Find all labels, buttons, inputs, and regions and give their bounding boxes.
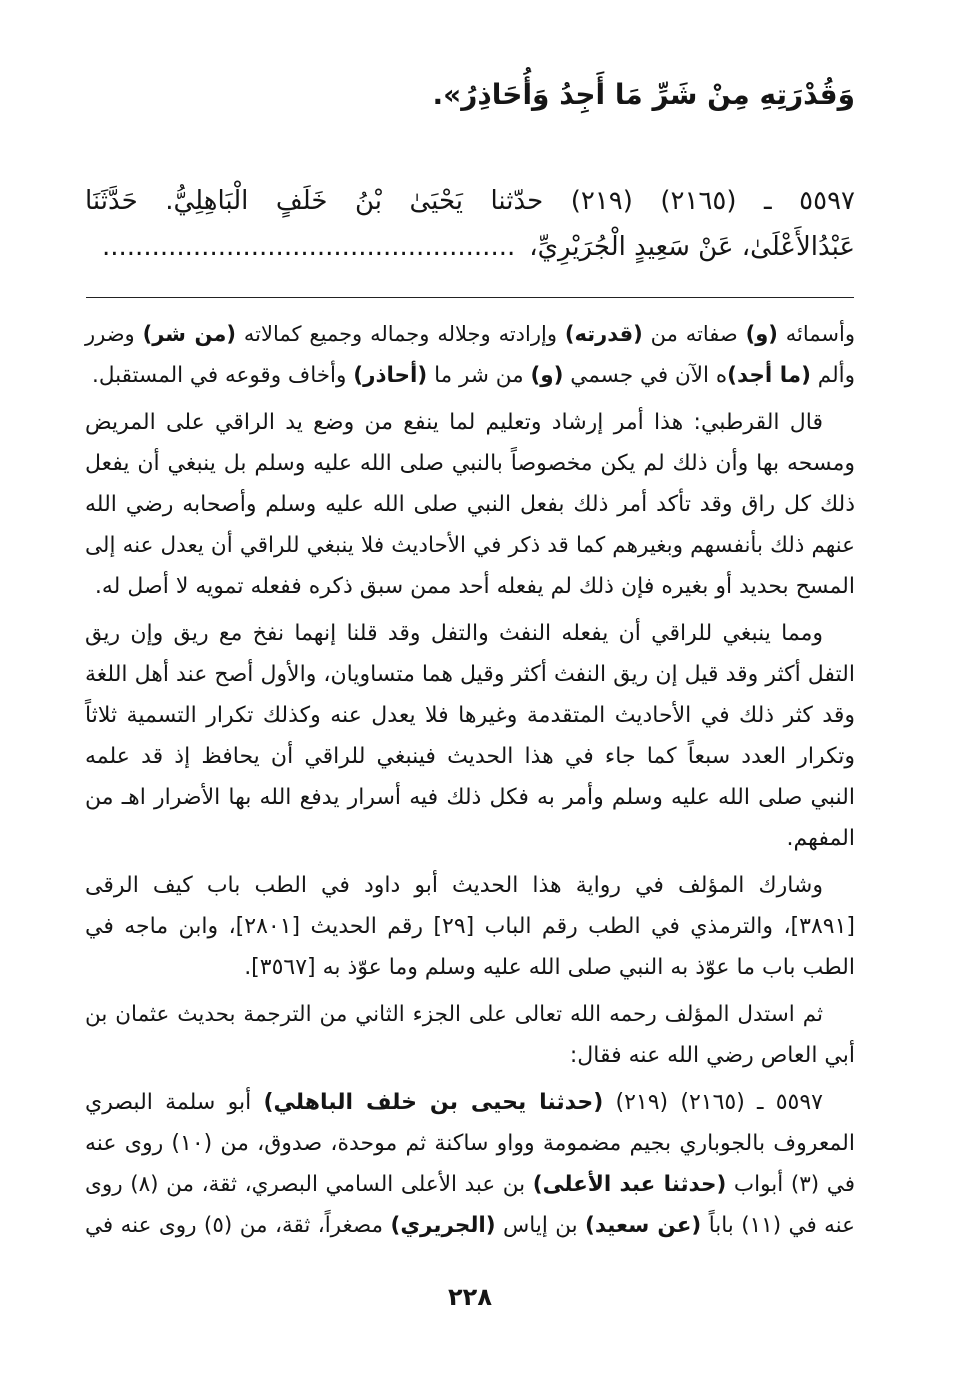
bold-term: (و): [745, 322, 778, 346]
text-run: أبو سلمة البصري: [85, 1090, 264, 1115]
text-run: في (٣) أبواب: [726, 1172, 855, 1197]
commentary: [85, 314, 855, 1246]
text-run: ومسحه بها وأن ذلك لم يكن مخصوصاً بالنبي صلى الله عليه وسلم بل ينبغي أن يفعل: [85, 451, 855, 476]
bold-term: (و): [530, 363, 564, 388]
text-run: صفاته من: [642, 322, 746, 346]
commentary-line: [85, 736, 855, 777]
commentary-paragraph: [85, 994, 855, 1076]
text-run: وشارك المؤلف في رواية هذا الحديث أبو داود في الطب باب كيف الرقى: [85, 873, 823, 898]
text-run: مصغراً، ثقة، من (٥) روى عنه في: [85, 1213, 391, 1238]
text-run: بن عبد الأعلى السامي البصري، ثقة، من (٨) روى: [85, 1172, 533, 1197]
text-run: وإرادته وجلاله وجماله وجميع كمالاته: [235, 322, 565, 346]
hadith-line-text: عَبْدُالأَعْلَىٰ، عَنْ سَعِيدٍ الْجُرَيْرِيِّ،: [529, 232, 855, 262]
text-run: وضرر: [85, 322, 143, 346]
commentary-line: [85, 484, 855, 525]
text-run: المعروف بالجوباري بجيم مضمومة وواو ساكنة ثم موحدة، صدوق، من (١٠) روى عنه: [85, 1131, 855, 1156]
page-number: ٢٢٨: [448, 1283, 492, 1311]
text-run: عنهم ذلك بأنفسهم وبغيرهم كما قد ذكر في الأحاديث فلا ينبغي للراقي أن يعدل عنه إلى: [85, 533, 855, 558]
text-run: وأسمائه: [777, 322, 856, 346]
text-run: وأخاف وقوعه في المستقبل.: [92, 363, 354, 388]
commentary-paragraph: [85, 314, 855, 396]
text-run: ومما ينبغي للراقي أن يفعله النفث والتفل وقد قلنا إنهما نفخ مع ريق وإن ريق: [85, 621, 823, 646]
commentary-line: [85, 865, 855, 906]
bold-term: (أحاذر): [353, 363, 428, 388]
bold-term: (من شر): [142, 322, 236, 346]
commentary-paragraph: [85, 865, 855, 988]
commentary-line: [85, 613, 855, 654]
commentary-line: [85, 1082, 855, 1123]
commentary-line: [85, 355, 855, 396]
commentary-line: [85, 1164, 855, 1205]
hadith-text: [85, 178, 855, 270]
commentary-line: [85, 1035, 855, 1076]
hadith-closing-line: وَقُدْرَتِهِ مِنْ شَرِّ مَا أَجِدُ وَأُحَاذِرُ».: [432, 78, 855, 111]
bold-term: (الجريري): [390, 1213, 496, 1238]
commentary-line: [85, 818, 855, 859]
text-run: بن إياس: [495, 1213, 586, 1238]
text-run: [٣٨٩١]، والترمذي في الطب رقم الباب [٢٩] رقم الحديث [٢٨٠١]، وابن ماجه في: [85, 914, 855, 939]
bold-term: (ما أجد): [727, 363, 811, 388]
commentary-line: [85, 994, 855, 1035]
commentary-line: [85, 654, 855, 695]
commentary-line: [85, 906, 855, 947]
bold-term: (قدرته): [564, 322, 643, 346]
bold-term: (عن سعيد): [585, 1213, 702, 1238]
text-run: وقد كثر ذلك في الأحاديث المتقدمة وغيرها فلا يعدل عنه وكذلك تكرار التسمية ثلاثاً: [85, 703, 855, 728]
text-run: الطب باب ما عوّذ به النبي صلى الله عليه وسلم وما عوّذ به [٣٥٦٧].: [244, 955, 855, 980]
text-run: ه الآن في جسمي: [563, 363, 728, 388]
text-run: قال القرطبي: هذا أمر إرشاد وتعليم لما ينفع من وضع يد الراقي على المريض: [85, 410, 823, 435]
commentary-line: [85, 1123, 855, 1164]
text-run: وألم: [810, 363, 855, 388]
commentary-paragraph: [85, 1082, 855, 1246]
bold-term: (حدثنا يحيى بن خلف الباهلي): [263, 1090, 604, 1115]
hadith-line: ٥٥٩٧ ـ (٢١٦٥) (٢١٩) حدّثنا يَحْيَىٰ بْنُ خَلَفٍ الْبَاهِلِيُّ. حَدَّثَنَا: [85, 186, 855, 216]
commentary-line: [85, 402, 855, 443]
commentary-line: [85, 947, 855, 988]
commentary-line: [85, 314, 855, 355]
commentary-paragraph: [85, 613, 855, 859]
commentary-line: [85, 443, 855, 484]
text-run: من شر ما: [427, 363, 531, 388]
text-run: المفهم.: [786, 826, 855, 851]
commentary-line: [85, 566, 855, 607]
text-run: وتكرار العدد سبعاً كما جاء في هذا الحديث فينبغي للراقي أن يحافظ إذ قد علمه: [85, 744, 855, 769]
dotted-leader: ..................................................: [102, 232, 516, 262]
hadith-line: [85, 224, 855, 270]
text-run: أبي العاص رضي الله عنه فقال:: [569, 1043, 855, 1068]
commentary-line: [85, 1205, 855, 1246]
footnote-separator: [86, 297, 854, 298]
text-run: ثم استدل المؤلف رحمه الله تعالى على الجزء الثاني من الترجمة بحديث عثمان بن: [85, 1002, 823, 1027]
commentary-paragraph: [85, 402, 855, 607]
commentary-line: [85, 777, 855, 818]
text-run: التفل أكثر وقد قيل إن ريق النفث أكثر وقيل هما متساويان، والأول أصح عند أهل اللغة: [85, 662, 855, 687]
text-run: النبي صلى الله عليه وسلم وأمر به فكل ذلك فيه أسرار يدفع الله بها الأضرار اهـ من: [85, 785, 855, 810]
bold-term: (حدثنا عبد الأعلى): [532, 1172, 727, 1197]
commentary-line: [85, 525, 855, 566]
text-run: عنه في (١١) باباً: [701, 1213, 855, 1238]
text-run: ذلك كل راق وقد تأكد أمر ذلك بفعل النبي صلى الله عليه وسلم وأصحابه رضي الله: [85, 492, 855, 517]
text-run: المسح بحديد أو بغيره فإن ذلك لم يفعله أحد ممن سبق ذكره ففعله تمويه لا أصل له.: [94, 574, 855, 599]
text-run: ٥٥٩٧ ـ (٢١٦٥) (٢١٩): [603, 1090, 823, 1115]
commentary-line: [85, 695, 855, 736]
